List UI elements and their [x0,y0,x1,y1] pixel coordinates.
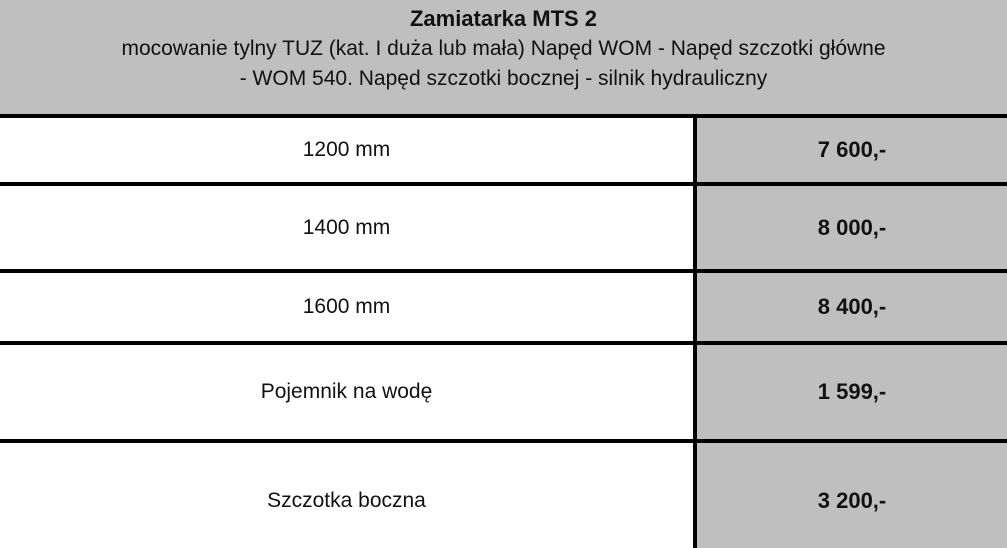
product-description-line-2: - WOM 540. Napęd szczotki bocznej - silnik hydrauliczny [239,67,768,90]
variant-label: 1600 mm [0,273,693,341]
variant-label: Szczotka boczna [0,443,693,548]
table-row [0,118,1007,186]
table-row [0,186,1007,273]
table-header [0,0,1007,118]
table-row [0,273,1007,345]
product-title: Zamiatarka MTS 2 [409,6,598,31]
table-row [0,443,1007,548]
variant-label: 1200 mm [0,118,693,182]
variant-label: Pojemnik na wodę [0,345,693,439]
table-row [0,345,1007,443]
price-value: 3 200,- [693,443,1007,548]
variant-label: 1400 mm [0,186,693,269]
price-value: 8 000,- [693,186,1007,269]
price-value: 8 400,- [693,273,1007,341]
price-value: 1 599,- [693,345,1007,439]
price-value: 7 600,- [693,118,1007,182]
product-description-line-1: mocowanie tylny TUZ (kat. I duża lub mała) Napęd WOM - Napęd szczotki główne [121,37,886,60]
